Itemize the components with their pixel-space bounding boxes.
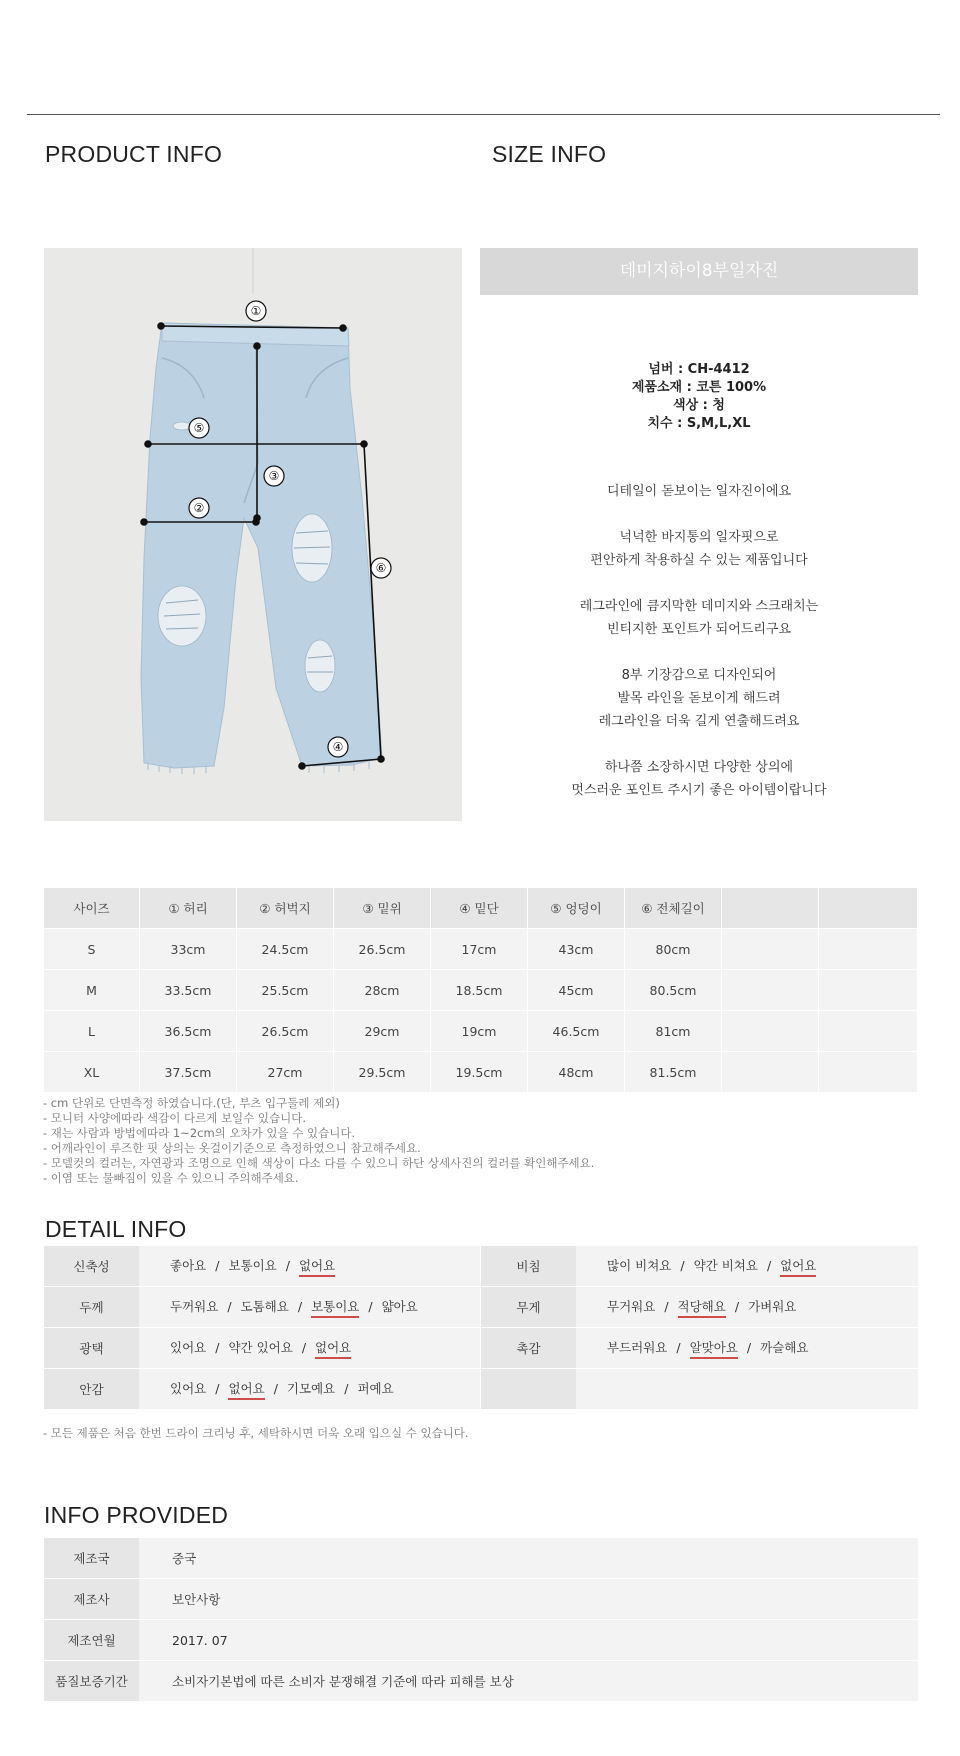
detail-label: 비침	[480, 1246, 576, 1287]
size-cell: 26.5cm	[334, 929, 431, 970]
info-row	[44, 1620, 918, 1661]
detail-options: 있어요 / 없어요 / 기모예요 / 퍼예요	[139, 1369, 480, 1410]
size-cell	[819, 970, 918, 1011]
detail-option-selected: 없어요	[299, 1256, 335, 1277]
size-cell: 33cm	[140, 929, 237, 970]
size-note: - cm 단위로 단면측정 하였습니다.(단, 부츠 입구둘레 제외)	[43, 1096, 340, 1110]
desc-line: 하나쯤 소장하시면 다양한 상의에	[604, 760, 794, 775]
size-cell: 43cm	[528, 929, 625, 970]
detail-options: 있어요 / 약간 있어요 / 없어요	[139, 1328, 480, 1369]
detail-label: 무게	[480, 1287, 576, 1328]
detail-row	[44, 1328, 918, 1369]
size-cell: 17cm	[431, 929, 528, 970]
desc-line: 발목 라인을 돋보이게 해드려	[617, 691, 781, 706]
detail-table	[44, 1246, 918, 1410]
marker-5: ⑤	[193, 421, 205, 435]
info-label: 제조사	[44, 1579, 139, 1620]
size-cell	[722, 970, 819, 1011]
detail-option: 기모예요	[286, 1380, 336, 1396]
detail-option: 좋아요	[170, 1257, 207, 1273]
detail-option: 부드러워요	[607, 1339, 668, 1355]
info-value: 중국	[139, 1538, 918, 1579]
size-header-cell: ④ 밑단	[431, 888, 528, 929]
table-row	[44, 1011, 918, 1052]
size-note: - 모델컷의 컬러는, 자연광과 조명으로 인해 색상이 다소 다를 수 있으니 하단 상세사진의 컬러를 확인해주세요.	[43, 1156, 595, 1170]
detail-options-empty	[576, 1369, 918, 1410]
info-label: 제조연월	[44, 1620, 139, 1661]
spec-number: 넘버 : CH-4412	[648, 362, 750, 377]
desc-line: 빈티지한 포인트가 되어드리구요	[606, 622, 792, 637]
detail-label: 두께	[44, 1287, 139, 1328]
care-note: - 모든 제품은 처음 한번 드라이 크리닝 후, 세탁하시면 더욱 오래 입으실 수 있습니다.	[43, 1426, 469, 1440]
product-info-title: PRODUCT INFO	[45, 141, 223, 167]
desc-line: 멋스러운 포인트 주시기 좋은 아이템이랍니다	[571, 783, 827, 798]
detail-row	[44, 1246, 918, 1287]
table-row	[44, 929, 918, 970]
info-value: 2017. 07	[139, 1620, 918, 1661]
detail-option: 두꺼워요	[170, 1298, 219, 1314]
info-value: 소비자기본법에 따른 소비자 분쟁해결 기준에 따라 피해를 보상	[139, 1661, 918, 1702]
detail-option: 까슬해요	[760, 1339, 809, 1355]
size-cell: 26.5cm	[237, 1011, 334, 1052]
detail-option: 있어요	[170, 1380, 207, 1396]
size-cell	[722, 929, 819, 970]
size-cell: 29cm	[334, 1011, 431, 1052]
info-provided-table	[44, 1538, 918, 1702]
size-header-cell: ② 허벅지	[237, 888, 334, 929]
detail-info-title: DETAIL INFO	[45, 1216, 187, 1242]
size-notes	[43, 1096, 594, 1186]
spec-sizes: 치수 : S,M,L,XL	[647, 416, 751, 431]
marker-4: ④	[332, 740, 344, 754]
table-row	[44, 970, 918, 1011]
detail-option: 약간 있어요	[228, 1339, 293, 1355]
desc-line: 넉넉한 바지통의 일자핏으로	[619, 530, 779, 545]
detail-option: 도톰해요	[240, 1298, 289, 1314]
detail-option: 얇아요	[381, 1298, 418, 1314]
size-header-cell: ⑥ 전체길이	[625, 888, 722, 929]
info-row	[44, 1661, 918, 1702]
detail-option-selected: 없어요	[228, 1379, 264, 1400]
top-divider	[27, 114, 940, 115]
size-header-cell: ③ 밑위	[334, 888, 431, 929]
size-cell	[722, 1052, 819, 1093]
size-cell: 19cm	[431, 1011, 528, 1052]
table-row	[44, 1052, 918, 1093]
detail-options: 부드러워요 / 알맞아요 / 까슬해요	[576, 1328, 918, 1369]
size-cell: 45cm	[528, 970, 625, 1011]
size-header-cell: ① 허리	[140, 888, 237, 929]
size-cell: S	[44, 929, 140, 970]
size-table	[44, 888, 918, 1093]
detail-option-selected: 적당해요	[678, 1297, 726, 1318]
desc-line: 8부 기장감으로 디자인되어	[621, 668, 777, 683]
detail-options: 두꺼워요 / 도톰해요 / 보통이요 / 얇아요	[139, 1287, 480, 1328]
size-header-cell: ⑤ 엉덩이	[528, 888, 625, 929]
size-cell: 27cm	[237, 1052, 334, 1093]
detail-label: 안감	[44, 1369, 139, 1410]
detail-option: 약간 비쳐요	[693, 1257, 758, 1273]
detail-option: 보통이요	[228, 1257, 277, 1273]
detail-option-selected: 보통이요	[311, 1297, 359, 1318]
size-cell: 28cm	[334, 970, 431, 1011]
marker-1: ①	[250, 304, 262, 318]
info-label: 제조국	[44, 1538, 139, 1579]
detail-option-selected: 알맞아요	[690, 1338, 738, 1359]
size-cell: 81.5cm	[625, 1052, 722, 1093]
jeans-measurement-diagram	[44, 248, 462, 821]
size-cell: 25.5cm	[237, 970, 334, 1011]
size-cell: 18.5cm	[431, 970, 528, 1011]
detail-option: 있어요	[170, 1339, 207, 1355]
detail-label-empty	[480, 1369, 576, 1410]
detail-option: 많이 비쳐요	[607, 1257, 672, 1273]
product-name-bar: 데미지하이8부일자진	[480, 248, 918, 295]
detail-option-selected: 없어요	[780, 1256, 816, 1277]
size-note: - 이염 또는 물빠짐이 있을 수 있으니 주의해주세요.	[43, 1171, 299, 1185]
size-cell: 29.5cm	[334, 1052, 431, 1093]
size-cell: M	[44, 970, 140, 1011]
desc-line: 디테일이 돋보이는 일자진이에요	[606, 484, 792, 499]
size-cell	[722, 1011, 819, 1052]
marker-2: ②	[193, 501, 205, 515]
marker-6: ⑥	[375, 561, 387, 575]
detail-option: 무거워요	[607, 1298, 656, 1314]
desc-line: 레그라인에 큼지막한 데미지와 스크래치는	[579, 599, 819, 614]
size-cell: 80cm	[625, 929, 722, 970]
spec-color: 색상 : 청	[673, 398, 725, 413]
size-cell	[819, 1052, 918, 1093]
size-cell: XL	[44, 1052, 140, 1093]
size-cell: 48cm	[528, 1052, 625, 1093]
size-cell: L	[44, 1011, 140, 1052]
size-cell: 36.5cm	[140, 1011, 237, 1052]
info-row	[44, 1579, 918, 1620]
info-provided-title: INFO PROVIDED	[44, 1502, 229, 1528]
detail-label: 신축성	[44, 1246, 139, 1287]
desc-line: 편안하게 착용하실 수 있는 제품입니다	[590, 553, 808, 568]
size-note: - 모니터 사양에따라 색감이 다르게 보일수 있습니다.	[43, 1111, 307, 1125]
detail-label: 촉감	[480, 1328, 576, 1369]
size-info-title: SIZE INFO	[492, 141, 607, 167]
size-cell: 37.5cm	[140, 1052, 237, 1093]
spec-material: 제품소재 : 코튼 100%	[631, 380, 767, 395]
size-cell	[819, 929, 918, 970]
detail-option-selected: 없어요	[315, 1338, 351, 1359]
product-photo	[44, 248, 462, 821]
detail-option: 가벼워요	[748, 1298, 797, 1314]
detail-options: 무거워요 / 적당해요 / 가벼워요	[576, 1287, 918, 1328]
marker-3: ③	[268, 469, 280, 483]
info-label: 품질보증기간	[44, 1661, 139, 1702]
detail-options: 많이 비쳐요 / 약간 비쳐요 / 없어요	[576, 1246, 918, 1287]
size-header-cell	[819, 888, 918, 929]
size-cell	[819, 1011, 918, 1052]
size-cell: 80.5cm	[625, 970, 722, 1011]
size-note: - 어깨라인이 루즈한 핏 상의는 옷걸이기준으로 측정하였으니 참고해주세요.	[43, 1141, 421, 1155]
detail-row	[44, 1369, 918, 1410]
size-cell: 33.5cm	[140, 970, 237, 1011]
size-header-cell	[722, 888, 819, 929]
size-cell: 46.5cm	[528, 1011, 625, 1052]
size-cell: 19.5cm	[431, 1052, 528, 1093]
size-note: - 재는 사람과 방법에따라 1~2cm의 오차가 있을 수 있습니다.	[43, 1126, 356, 1140]
size-cell: 24.5cm	[237, 929, 334, 970]
size-table-header	[44, 888, 918, 929]
detail-label: 광택	[44, 1328, 139, 1369]
info-row	[44, 1538, 918, 1579]
desc-line: 레그라인을 더욱 길게 연출해드려요	[598, 714, 800, 729]
detail-option: 퍼예요	[357, 1380, 394, 1396]
size-cell: 81cm	[625, 1011, 722, 1052]
size-header-cell: 사이즈	[44, 888, 140, 929]
detail-row	[44, 1287, 918, 1328]
info-value: 보안사항	[139, 1579, 918, 1620]
detail-options: 좋아요 / 보통이요 / 없어요	[139, 1246, 480, 1287]
